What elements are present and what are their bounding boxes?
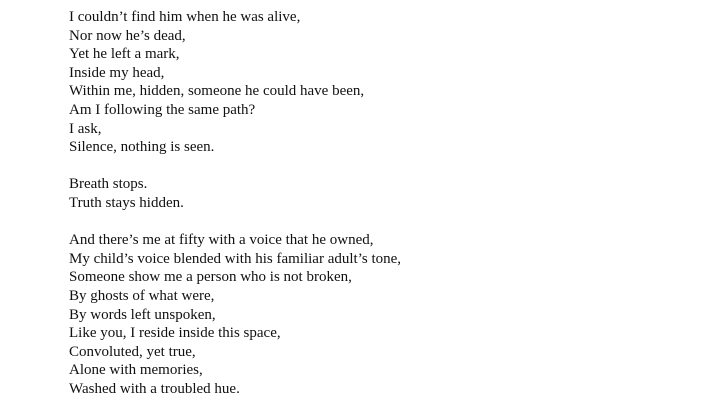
poem-line: I ask, <box>69 120 102 137</box>
poem-line: Nor now he’s dead, <box>69 27 186 44</box>
poem-line: And there’s me at fifty with a voice that he owned, <box>69 232 374 249</box>
poem-line: Someone show me a person who is not broken, <box>69 269 352 286</box>
poem-line: Within me, hidden, someone he could have been, <box>69 83 365 100</box>
stanza-3 <box>69 231 689 398</box>
poem-line: Yet he left a mark, <box>69 46 180 63</box>
poem-line: Silence, nothing is seen. <box>69 139 215 156</box>
poem-line: My child’s voice blended with his familiar adult’s tone, <box>69 250 402 267</box>
poem-line: Alone with memories, <box>69 362 203 379</box>
poem-line: Inside my head, <box>69 64 165 81</box>
poem-line: Washed with a troubled hue. <box>69 380 240 397</box>
poem-line: Breath stops. <box>69 176 148 193</box>
poem-line: Truth stays hidden. <box>69 194 184 211</box>
poem-line: By ghosts of what were, <box>69 287 215 304</box>
poem-line: I couldn’t find him when he was alive, <box>69 9 301 25</box>
poem-line: Like you, I reside inside this space, <box>69 325 281 342</box>
poem-line: Am I following the same path? <box>69 101 256 118</box>
poem-text <box>69 8 689 398</box>
stanza-1 <box>69 8 689 157</box>
poem-line: By words left unspoken, <box>69 306 216 323</box>
stanza-2 <box>69 175 689 212</box>
poem-line: Convoluted, yet true, <box>69 343 196 360</box>
